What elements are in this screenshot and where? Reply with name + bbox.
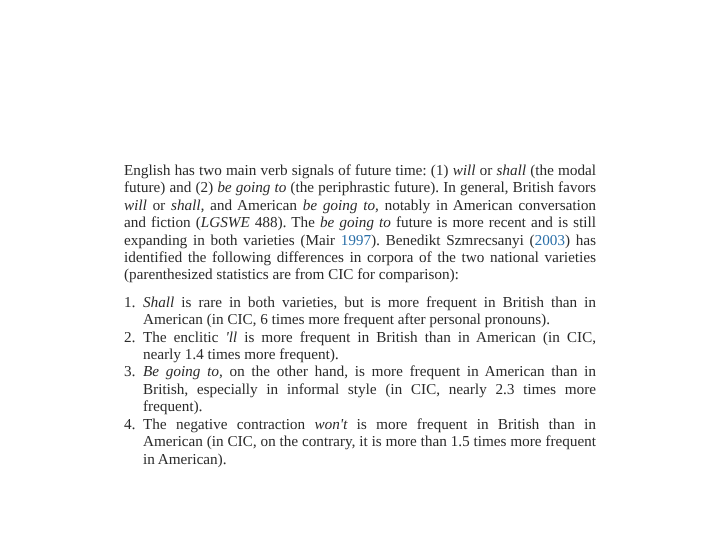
finding-item-3 [124,363,596,415]
term-will: will [124,196,147,214]
intro-text: or [475,162,497,179]
term-be-going-to: be going to [302,196,376,214]
intro-text: (the periphrastic future). In general, British favors [286,179,596,197]
item-number: 2. [124,328,136,346]
item-text: The negative contraction [143,415,315,433]
intro-text: , notably in American conversation and fiction ( [124,196,597,232]
intro-text: future is more recent and is still expanding in both varieties (Mair [124,214,596,249]
item-number: 4. [124,415,136,433]
intro-text: 488). The [249,214,320,232]
citation-link-mair[interactable]: 1997 [340,231,372,249]
term-be-going-to: Be going to [143,363,219,381]
intro-paragraph [124,162,596,284]
findings-list [124,294,596,468]
intro-text: or [146,196,172,214]
item-text: The enclitic [143,328,226,346]
intro-text: ). Benedikt Szmrecsanyi ( [371,231,535,249]
intro-text: (the modal future) and (2) [124,162,597,197]
intro-text: ) has identified the following differences in corpora of the two national varieties (parenthesized statistics are from CIC for comparison): [124,231,597,284]
term-be-going-to: be going to [319,214,391,232]
term-be-going-to: be going to [217,179,287,197]
source-lgswe: LGSWE [200,214,250,232]
term-shall: Shall [143,293,175,311]
term-shall: shall [171,196,201,214]
citation-link-szmrecsanyi[interactable]: 2003 [534,231,565,249]
item-number: 1. [124,293,136,311]
term-shall: shall [496,162,527,179]
intro-text: , and American [200,196,303,214]
term-will: will [452,162,476,179]
item-number: 3. [124,363,136,381]
intro-text: English has two main verb signals of future time: (1) [124,162,453,179]
book-excerpt [124,162,596,468]
term-enclitic-ll: 'll [225,328,238,346]
finding-item-4 [124,416,596,468]
item-text: is more frequent in British than in American (in CIC, nearly 1.4 times more frequent). [143,328,596,364]
item-text: is more frequent in British than in American (in CIC, on the contrary, it is more than 1.5 times more frequent in American). [143,415,596,468]
finding-item-2 [124,329,596,364]
term-wont: won't [314,415,348,433]
finding-item-1 [124,294,596,329]
item-text: is rare in both varieties, but is more frequent in British than in American (in CIC, 6 times more frequent after personal pronouns). [143,293,596,329]
item-text: , on the other hand, is more frequent in American than in British, especially in informal style (in CIC, nearly 2.3 times more frequent). [143,363,596,416]
